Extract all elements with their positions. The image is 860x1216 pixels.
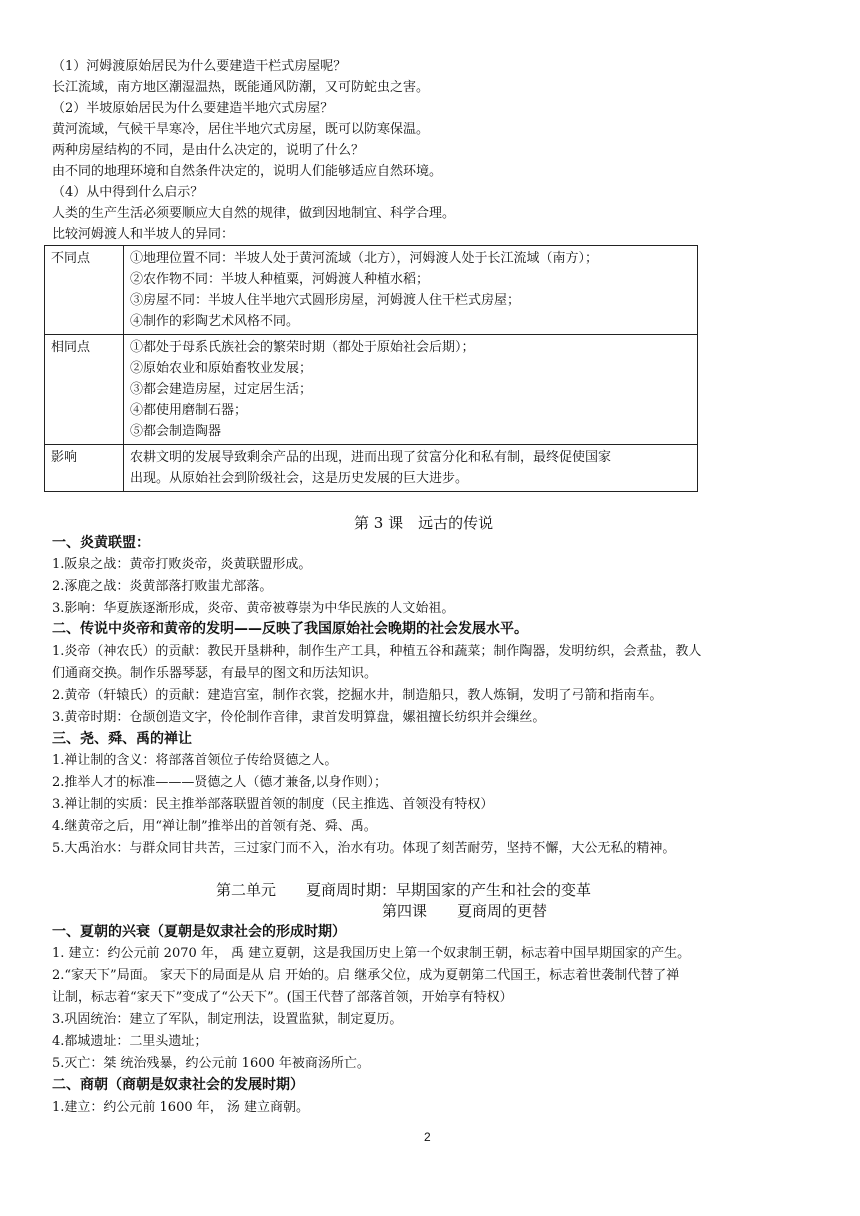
content-line: 5.大禹治水：与群众同甘共苦，三过家门而不入，治水有功。体现了刻苦耐劳，坚持不懈，大公无私的精神。 — [52, 841, 676, 856]
table-cell-line: 农耕文明的发展导致剩余产品的出现，进而出现了贫富分化和私有制，最终促使国家 — [130, 450, 612, 465]
section-heading: 一、夏朝的兴衰（夏朝是奴隶社会的形成时期） — [52, 924, 346, 940]
table-cell-line: ④制作的彩陶艺术风格不同。 — [130, 314, 300, 329]
section-heading: 一、炎黄联盟： — [52, 535, 150, 551]
content-line: 1.禅让制的含义：将部落首领位子传给贤德之人。 — [52, 753, 338, 768]
lesson4-title: 第四课 夏商周的更替 — [382, 902, 548, 920]
intro-line: 两种房屋结构的不同，是由什么决定的，说明了什么？ — [52, 143, 365, 158]
intro-line: 人类的生产生活必须要顺应大自然的规律，做到因地制宜、科学合理。 — [52, 206, 456, 221]
page-number: 2 — [424, 1130, 431, 1144]
intro-line: 黄河流域，气候干旱寒冷，居住半地穴式房屋，既可以防寒保温。 — [52, 122, 430, 137]
content-line: 2.“家天下”局面。 家天下的局面是从 启 开始的。启 继承父位，成为夏朝第二代国王，标志着世袭制代替了禅 — [52, 968, 680, 983]
table-row — [45, 335, 698, 445]
table-cell-line: ②原始农业和原始畜牧业发展； — [130, 361, 313, 376]
content-line: 3.黄帝时期：仓颉创造文字，伶伦制作音律，隶首发明算盘，嫘祖擅长纺织并会缫丝。 — [52, 710, 546, 725]
intro-line: （2）半坡原始居民为什么要建造半地穴式房屋？ — [52, 101, 334, 116]
table-row-content — [124, 335, 698, 445]
section-heading: 二、商朝（商朝是奴隶社会的发展时期） — [52, 1077, 304, 1093]
unit2-title: 第二单元 夏商周时期：早期国家的产生和社会的变革 — [216, 881, 592, 899]
content-line: 们通商交换。制作乐器琴瑟，有最早的图文和历法知识。 — [52, 666, 378, 681]
table-row-content — [124, 445, 698, 492]
content-line: 2.推举人才的标准———贤德之人（德才兼备,以身作则）； — [52, 775, 388, 790]
content-line: 2.黄帝（轩辕氏）的贡献：建造宫室，制作衣裳，挖掘水井，制造船只，教人炼铜，发明了弓箭和指南车。 — [52, 688, 663, 703]
table-row-label: 影响 — [45, 445, 124, 492]
content-line: 2.涿鹿之战：炎黄部落打败蚩尤部落。 — [52, 579, 273, 594]
content-line: 3.禅让制的实质：民主推举部落联盟首领的制度（民主推选、首领没有特权） — [52, 797, 494, 812]
intro-line: 比较河姆渡人和半坡人的异同： — [52, 227, 235, 242]
table-cell-line: ③都会建造房屋，过定居生活； — [130, 382, 313, 397]
table-cell-line: ①都处于母系氏族社会的繁荣时期（都处于原始社会后期）； — [130, 340, 475, 355]
table-cell-line: ③房屋不同：半坡人住半地穴式圆形房屋，河姆渡人住干栏式房屋； — [130, 293, 521, 308]
table-row — [45, 246, 698, 335]
content-line: 3.影响：华夏族逐渐形成，炎帝、黄帝被尊崇为中华民族的人文始祖。 — [52, 601, 455, 616]
table-cell-line: ④都使用磨制石器； — [130, 403, 248, 418]
section-heading: 二、传说中炎帝和黄帝的发明——反映了我国原始社会晚期的社会发展水平。 — [52, 621, 528, 637]
table-row-content — [124, 246, 698, 335]
intro-line: （1）河姆渡原始居民为什么要建造干栏式房屋呢？ — [52, 59, 347, 74]
intro-line: （4）从中得到什么启示？ — [52, 185, 204, 200]
table-row — [45, 445, 698, 492]
content-line: 1.阪泉之战：黄帝打败炎帝，炎黄联盟形成。 — [52, 557, 312, 572]
section-heading: 三、尧、舜、禹的禅让 — [52, 731, 192, 747]
table-cell-line: ①地理位置不同：半坡人处于黄河流域（北方），河姆渡人处于长江流域（南方）； — [130, 251, 599, 266]
content-line: 4.都城遗址：二里头遗址； — [52, 1034, 208, 1049]
table-cell-line: ⑤都会制造陶器 — [130, 424, 222, 439]
content-line: 3.巩固统治：建立了军队，制定刑法，设置监狱，制定夏历。 — [52, 1012, 403, 1027]
intro-line: 长江流域，南方地区潮湿温热，既能通风防潮，又可防蛇虫之害。 — [52, 80, 430, 95]
content-line: 5.灭亡：桀 统治残暴，约公元前 1600 年被商汤所亡。 — [52, 1056, 370, 1071]
table-row-label: 不同点 — [45, 246, 124, 335]
content-line: 4.继黄帝之后，用“禅让制”推举出的首领有尧、舜、禹。 — [52, 819, 377, 834]
table-row-label: 相同点 — [45, 335, 124, 445]
table-cell-line: ②农作物不同：半坡人种植粟，河姆渡人种植水稻； — [130, 272, 430, 287]
content-line: 让制，标志着“家天下”变成了“公天下”。(国王代替了部落首领，开始享有特权） — [52, 990, 513, 1005]
content-line: 1. 建立：约公元前 2070 年， 禹 建立夏朝，这是我国历史上第一个奴隶制王朝，标志着中国早期国家的产生。 — [52, 946, 691, 961]
lesson3-title: 第 3 课 远古的传说 — [354, 514, 494, 532]
comparison-table — [44, 245, 698, 492]
content-line: 1.炎帝（神农氏）的贡献：教民开垦耕种，制作生产工具，种植五谷和蔬菜；制作陶器，发明纺织，会煮盐，教人 — [52, 644, 702, 659]
intro-line: 由不同的地理环境和自然条件决定的，说明人们能够适应自然环境。 — [52, 164, 443, 179]
table-cell-line: 出现。从原始社会到阶级社会，这是历史发展的巨大进步。 — [130, 471, 469, 486]
content-line: 1.建立：约公元前 1600 年， 汤 建立商朝。 — [52, 1100, 310, 1115]
